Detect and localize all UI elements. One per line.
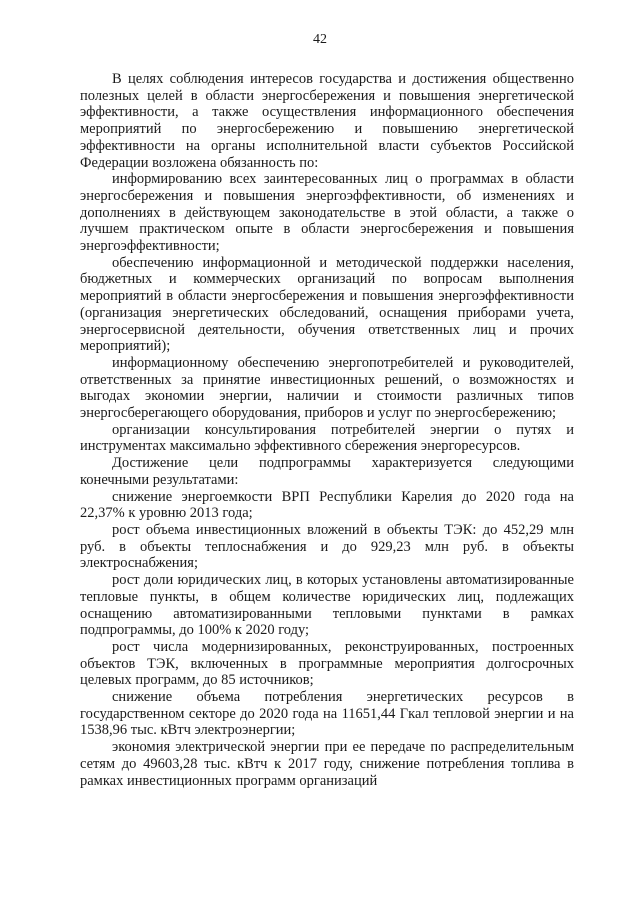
paragraph-results-intro: Достижение цели подпрограммы характеризуется следующими конечными результатами: bbox=[80, 455, 574, 488]
paragraph-result: рост объема инвестиционных вложений в объекты ТЭК: до 452,29 млн руб. в объекты теплоснабжения и до 929,23 млн руб. в объекты электроснабжения; bbox=[80, 521, 574, 572]
paragraph-item: организации консультирования потребителей энергии о путях и инструментах максимально эффективного сбережения энергоресурсов. bbox=[80, 421, 574, 455]
paragraph-result: снижение объема потребления энергетических ресурсов в государственном секторе до 2020 года на 11651,44 Гкал тепловой энергии и на 1538,96 тыс. кВтч электроэнергии; bbox=[80, 689, 574, 739]
paragraph-item: информационному обеспечению энергопотребителей и руководителей, ответственных за принятие инвестиционных решений, о возможностях и выгодах экономии энергии, наличии и стоимости различных типов энергосберегающего оборудования, приборов и услуг по энергосбережению; bbox=[80, 354, 574, 422]
page-number: 42 bbox=[313, 32, 327, 47]
paragraph-result: экономия электрической энергии при ее передаче по распределительным сетям до 49603,28 тыс. кВтч к 2017 году, снижение потребления топлива в рамках инвестиционных программ организаций bbox=[80, 739, 574, 789]
paragraph-item: информированию всех заинтересованных лиц о программах в области энергосбережения и повышения энергоэффективности, об изменениях и дополнениях в действующем законодательстве в этой области, а также о лучшем практическом опыте в области энергосбережения и повышения энергоэффективности; bbox=[80, 171, 574, 255]
paragraph-intro: В целях соблюдения интересов государства и достижения общественно полезных целей в области энергосбережения и повышения энергетической эффективности, а также осуществления информационного обеспечения мероприятий по энергосбережению и повышению энергетической эффективности на органы исполнительной власти субъектов Российской Федерации возложена обязанность по: bbox=[80, 71, 574, 171]
paragraph-result: рост числа модернизированных, реконструированных, построенных объектов ТЭК, включенных в программные мероприятия долгосрочных целевых программ, до 85 источников; bbox=[80, 638, 574, 689]
paragraph-result: рост доли юридических лиц, в которых установлены автоматизированные тепловые пункты, в общем количестве юридических лиц, подлежащих оснащению автоматизированными тепловыми пунктами в рамках подпрограммы, до 100% к 2020 году; bbox=[80, 572, 574, 639]
paragraph-result: снижение энергоемкости ВРП Республики Карелия до 2020 года на 22,37% к уровню 2013 года; bbox=[80, 488, 574, 522]
body-text bbox=[80, 71, 574, 789]
paragraph-item: обеспечению информационной и методической поддержки населения, бюджетных и коммерческих организаций по вопросам выполнения мероприятий в области энергосбережения и повышения энергоэффективности (организация энергетических обследований, оснащения приборами учета, энергосервисной деятельности, обучения ответственных лиц и прочих мероприятий); bbox=[80, 254, 574, 355]
